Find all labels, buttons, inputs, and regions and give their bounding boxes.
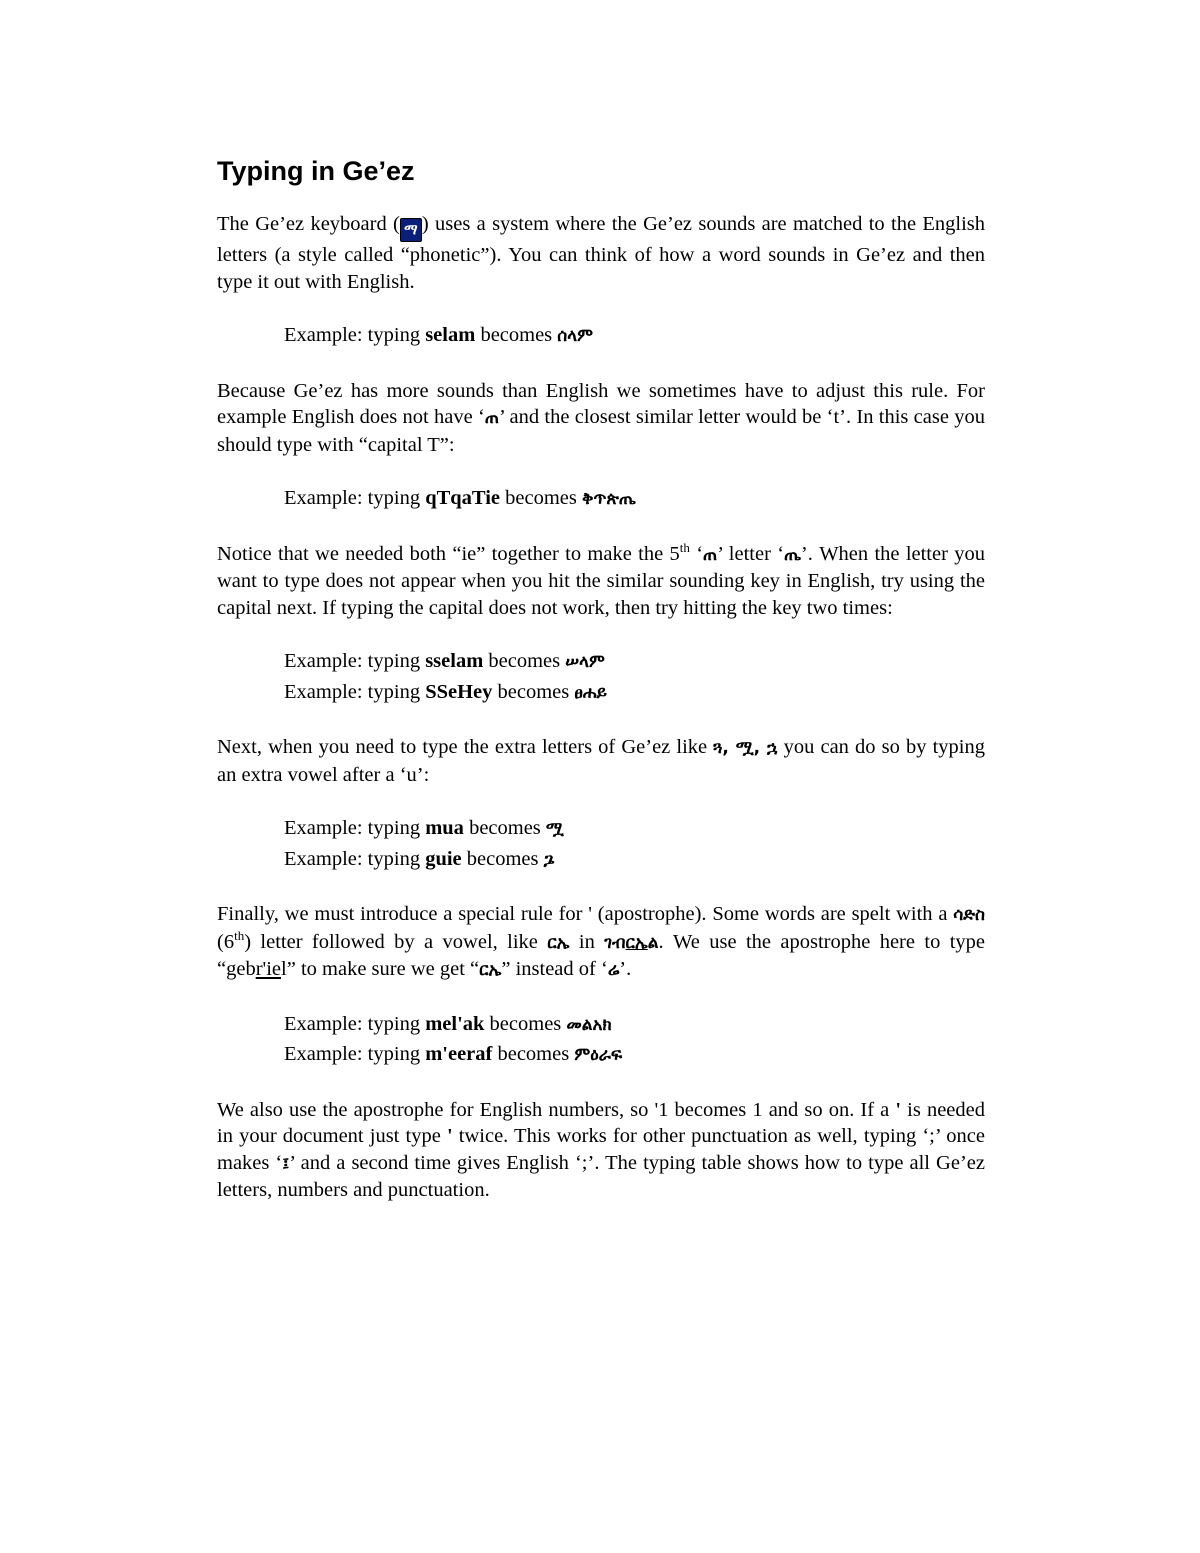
- example-line: Example: typing qTqaTie becomes ቅጥጵጤ: [284, 487, 636, 510]
- extra-letters-paragraph: Next, when you need to type the extra letters of Ge’ez like ጓ, ሟ, ኋ you can do so by typing an extra vowel after a ‘u’:: [217, 736, 985, 786]
- example-block-5: [217, 1010, 985, 1071]
- example-block-2: [217, 484, 985, 515]
- example-line: Example: typing selam becomes ሰላም: [284, 324, 594, 347]
- example-line: Example: typing SSeHey becomes ፀሐይ: [284, 680, 607, 703]
- example-line: Example: typing mua becomes ሟ: [284, 817, 564, 840]
- adjust-rule-paragraph: Because Ge’ez has more sounds than English we sometimes have to adjust this rule. For example English does not have ‘ጠ’ and the closest similar letter would be ‘t’. In this case you should type with “capital T”:: [217, 379, 985, 456]
- example-block-1: [217, 321, 985, 352]
- example-line: Example: typing guie becomes ጔ: [284, 847, 555, 870]
- intro-paragraph: The Ge’ez keyboard ( ማ ) uses a system where the Ge’ez sounds are matched to the English letters (a style called “phonetic”). You can think of how a word sounds in Ge’ez and then type it out with English.: [217, 213, 986, 293]
- document-page: [217, 150, 985, 1230]
- example-block-4: [217, 814, 985, 875]
- geez-keyboard-icon: ማ: [400, 218, 422, 242]
- page-title: Typing in Ge’ez: [217, 156, 415, 186]
- numbers-punctuation-paragraph: We also use the apostrophe for English numbers, so '1 becomes 1 and so on. If a ' is needed in your document just type ' twice. This works for other punctuation as well, typing ‘;’ once makes ‘፤’ and a second time gives English ‘;’. The typing table shows how to type all Ge’ez letters, numbers and punctuation.: [217, 1098, 985, 1202]
- example-block-3: [217, 647, 985, 708]
- capital-rule-paragraph: Notice that we needed both “ie” together to make the 5th ‘ጠ’ letter ‘ጤ’. When the letter you want to type does not appear when you hit the similar sounding key in English, try using the capital next. If typing the capital does not work, then try hitting the key two times:: [217, 540, 986, 619]
- example-line: Example: typing mel'ak becomes መልአክ: [284, 1012, 612, 1035]
- apostrophe-rule-paragraph: Finally, we must introduce a special rule for ' (apostrophe). Some words are spelt with a ሳድስ (6th) letter followed by a vowel, like ርኤ in ገብርኤል. We use the apostrophe here to type “gebr'iel” to make sure we get “ርኤ” instead of ‘ሬ’.: [217, 903, 985, 981]
- example-line: Example: typing sselam becomes ሠላም: [284, 650, 605, 673]
- example-line: Example: typing m'eeraf becomes ምዕራፍ: [284, 1043, 623, 1066]
